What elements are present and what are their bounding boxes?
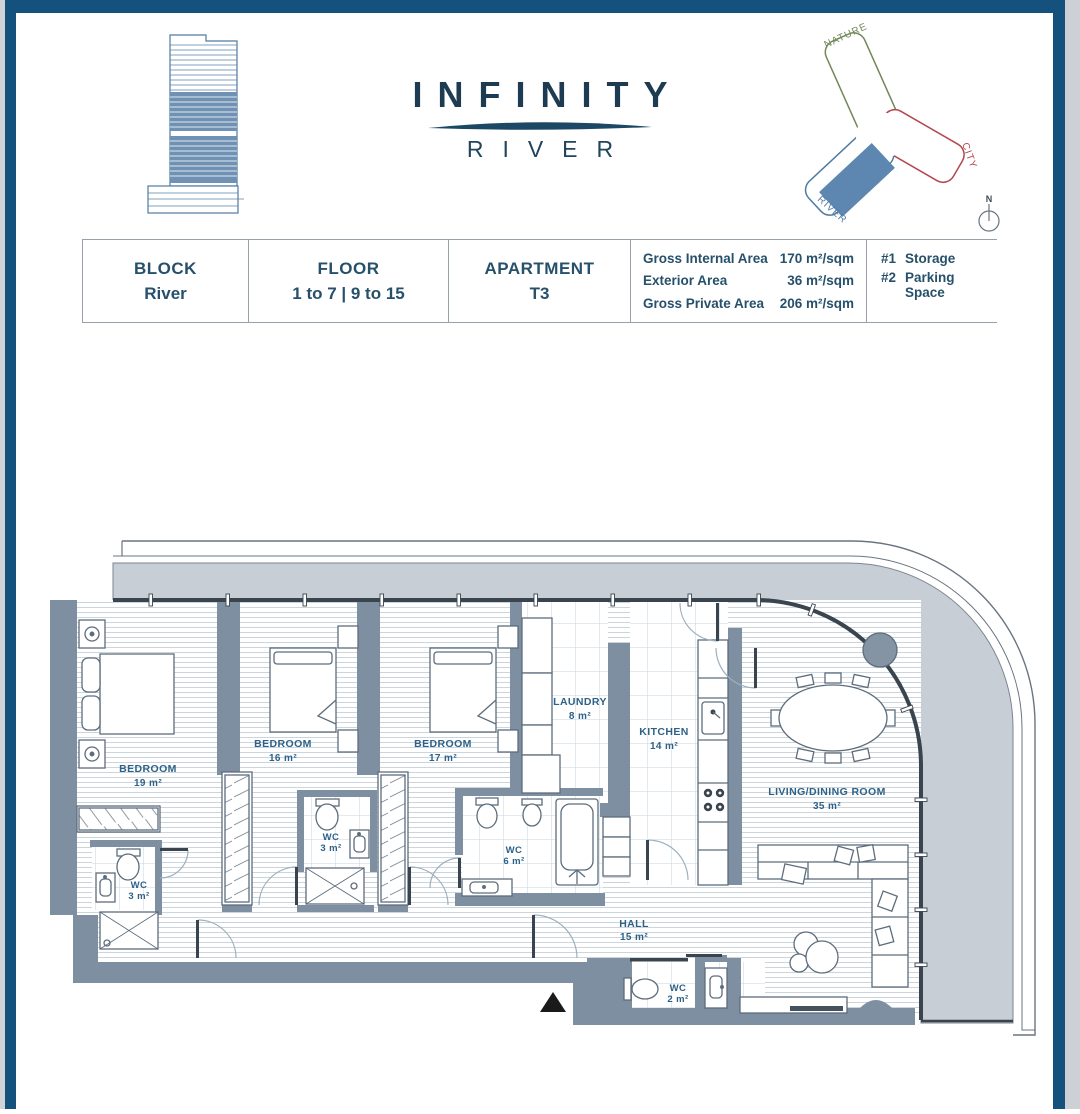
apartment-info-table <box>82 239 997 323</box>
tv-cabinet <box>740 997 847 1013</box>
room-label-bedroom1: BEDROOM <box>119 763 177 775</box>
info-cell-apartment <box>449 240 631 322</box>
room-label-hall: HALL <box>619 918 649 930</box>
area-row <box>643 271 854 291</box>
room-area-wc4: 2 m² <box>667 994 689 1005</box>
area-value: 170 m²/sqm <box>779 250 854 266</box>
room-label-living: LIVING/DINING ROOM <box>768 786 886 798</box>
room-area-bedroom2: 16 m² <box>268 753 298 764</box>
info-cell-extras <box>867 240 997 322</box>
logo-subtitle: RIVER <box>466 136 633 162</box>
area-label: Gross Private Area <box>643 295 765 311</box>
toilet <box>624 978 658 1000</box>
shower <box>100 912 158 949</box>
extra-num: #2 <box>881 270 897 285</box>
room-label-wc4: WC <box>669 983 687 994</box>
floor-value: 1 to 7 | 9 to 15 <box>292 283 405 303</box>
apartment-value: T3 <box>529 283 550 303</box>
room-area-laundry: 8 m² <box>568 711 592 722</box>
entrance-marker <box>540 992 566 1012</box>
extra-row <box>881 270 997 300</box>
room-label-bedroom2: BEDROOM <box>254 738 312 750</box>
room-label-kitchen: KITCHEN <box>639 726 689 738</box>
area-value: 206 m²/sqm <box>779 295 854 311</box>
site-label-city: CITY <box>959 141 979 171</box>
info-cell-block <box>83 240 249 322</box>
area-row <box>643 249 854 269</box>
wardrobe <box>378 772 408 905</box>
area-value: 36 m²/sqm <box>787 273 854 289</box>
room-label-wc1: WC <box>130 880 148 891</box>
logo-title: INFINITY <box>412 74 683 115</box>
structural-column <box>863 633 897 667</box>
extra-row <box>881 251 955 266</box>
floor-label: FLOOR <box>317 258 380 278</box>
room-label-laundry: LAUNDRY <box>553 696 607 708</box>
room-area-wc1: 3 m² <box>128 891 150 902</box>
extra-label: Parking Space <box>905 270 955 300</box>
info-cell-floor <box>249 240 449 322</box>
room-area-hall: 15 m² <box>619 932 649 943</box>
room-area-living: 35 m² <box>812 801 842 812</box>
compass-north-icon <box>979 194 999 231</box>
washbasin <box>462 879 512 896</box>
area-label: Gross Internal Area <box>643 250 768 266</box>
info-cell-areas <box>631 240 867 322</box>
apartment-label: APARTMENT <box>484 258 595 278</box>
room-area-bedroom1: 19 m² <box>133 778 163 789</box>
kitchen-lower-cabinets <box>603 817 630 876</box>
wardrobe <box>222 772 252 905</box>
site-label-river: RIVER <box>814 194 849 227</box>
site-plan-diagram <box>800 18 1005 240</box>
svg-text:N: N <box>985 194 993 204</box>
block-value: River <box>144 283 187 303</box>
extra-num: #1 <box>881 251 897 266</box>
floor-plan <box>0 535 1080 1109</box>
room-area-wc3: 6 m² <box>503 856 525 867</box>
washbasin <box>705 968 727 1008</box>
bathtub <box>556 799 598 885</box>
area-row <box>643 294 854 314</box>
building-tower-icon <box>140 28 250 223</box>
room-area-wc2: 3 m² <box>320 843 342 854</box>
toilet <box>117 849 140 880</box>
logo-swoosh <box>425 120 655 134</box>
washbasin <box>350 830 369 858</box>
wardrobe <box>77 806 160 832</box>
bidet <box>522 799 542 826</box>
shower <box>306 868 364 904</box>
room-area-kitchen: 14 m² <box>649 741 679 752</box>
room-area-bedroom3: 17 m² <box>428 753 458 764</box>
washbasin <box>96 873 115 902</box>
toilet <box>316 799 339 830</box>
extra-label: Storage <box>905 251 956 266</box>
area-label: Exterior Area <box>643 273 728 289</box>
room-label-bedroom3: BEDROOM <box>414 738 472 750</box>
site-label-nature: NATURE <box>822 21 870 51</box>
border-frame-top <box>5 0 1065 13</box>
room-label-wc2: WC <box>322 832 340 843</box>
project-logo <box>300 74 780 163</box>
kitchen-counter <box>698 640 728 885</box>
toilet <box>476 798 498 828</box>
room-label-wc3: WC <box>505 845 523 856</box>
block-label: BLOCK <box>134 258 197 278</box>
